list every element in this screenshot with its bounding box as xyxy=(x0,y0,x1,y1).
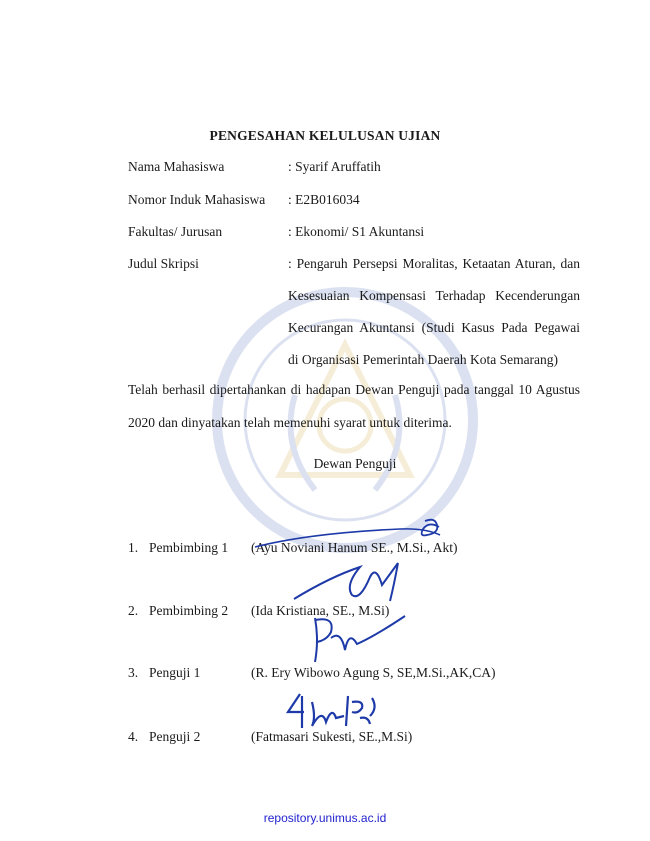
examiner-role: Pembimbing 1 xyxy=(149,540,229,555)
label-judul-skripsi: Judul Skripsi xyxy=(128,256,199,271)
examiner-name: (R. Ery Wibowo Agung S, SE,M.Si.,AK,CA) xyxy=(251,665,496,680)
value-nomor-induk: : E2B016034 xyxy=(288,192,360,207)
page-title: PENGESAHAN KELULUSAN UJIAN xyxy=(209,128,441,143)
examiner-role: Penguji 2 xyxy=(149,729,201,744)
label-nama-mahasiswa: Nama Mahasiswa xyxy=(128,159,225,174)
examiner-role: Pembimbing 2 xyxy=(149,603,229,618)
repository-footer-link[interactable]: repository.unimus.ac.id xyxy=(263,811,387,825)
examiner-number: 4. xyxy=(128,729,139,744)
statement-line-1: Telah berhasil dipertahankan di hadapan Dewan Penguji pada tanggal 10 Agustus xyxy=(128,382,580,397)
examiner-number: 3. xyxy=(128,665,139,680)
examiner-name: (Ayu Noviani Hanum SE., M.Si., Akt) xyxy=(251,540,458,555)
examiner-role: Penguji 1 xyxy=(149,665,201,680)
examiner-name: (Fatmasari Sukesti, SE.,M.Si) xyxy=(251,729,413,744)
value-nama-mahasiswa: : Syarif Aruffatih xyxy=(288,159,381,174)
examiner-name: (Ida Kristiana, SE., M.Si) xyxy=(251,603,390,618)
label-fakultas: Fakultas/ Jurusan xyxy=(128,224,223,239)
value-fakultas: : Ekonomi/ S1 Akuntansi xyxy=(288,224,425,239)
judul-line-3: Kecurangan Akuntansi (Studi Kasus Pada Pegawai xyxy=(288,320,580,335)
signature-penguji-2 xyxy=(282,688,382,734)
signature-penguji-1 xyxy=(305,610,415,670)
judul-line-1: : Pengaruh Persepsi Moralitas, Ketaatan Aturan, dan xyxy=(288,256,580,271)
judul-line-4: di Organisasi Pemerintah Daerah Kota Semarang) xyxy=(288,352,559,367)
statement-line-2: 2020 dan dinyatakan telah memenuhi syarat untuk diterima. xyxy=(128,415,452,430)
board-heading: Dewan Penguji xyxy=(313,456,397,471)
examiner-number: 2. xyxy=(128,603,139,618)
examiner-number: 1. xyxy=(128,540,139,555)
signature-pembimbing-1 xyxy=(250,515,460,555)
signature-pembimbing-2 xyxy=(290,555,420,605)
judul-line-2: Kesesuaian Kompensasi Terhadap Kecenderungan xyxy=(288,288,580,303)
label-nomor-induk: Nomor Induk Mahasiswa xyxy=(128,192,266,207)
